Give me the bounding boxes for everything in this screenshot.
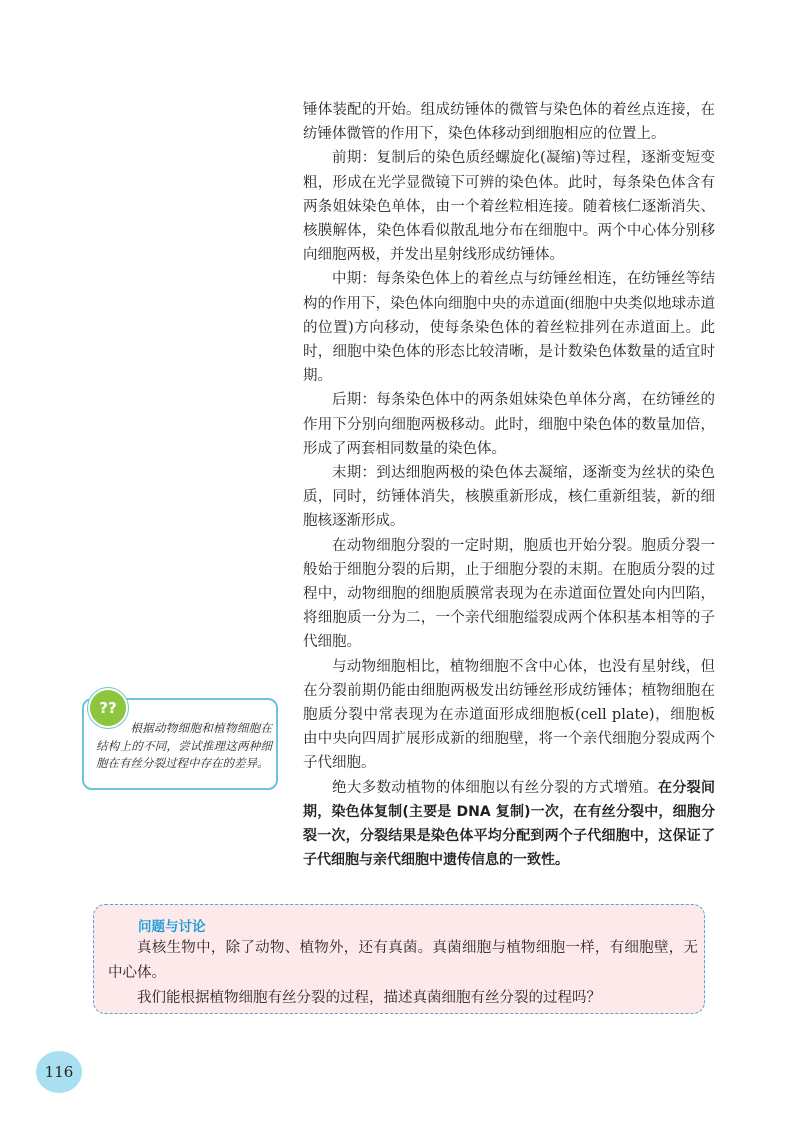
discussion-paragraph-fungi: 真核生物中，除了动物、植物外，还有真菌。真菌细胞与植物细胞一样，有细胞壁，无中心体。 xyxy=(108,940,698,981)
summary-bold-text: 在分裂间期，染色体复制(主要是 DNA 复制)一次，在有丝分裂中，细胞分裂一次，分裂结果是染色体平均分配到两个子代细胞中，这保证了子代细胞与亲代细胞中遗传信息的一致性。 xyxy=(303,779,716,869)
discussion-paragraph-question: 我们能根据植物细胞有丝分裂的过程，描述真菌细胞有丝分裂的过程吗？ xyxy=(137,990,601,1006)
paragraph-animal-cytokinesis: 在动物细胞分裂的一定时期，胞质也开始分裂。胞质分裂一般始于细胞分裂的后期，止于细胞分裂的末期。在胞质分裂的过程中，动物细胞的细胞质膜常表现为在赤道面位置处向内凹陷，将细胞质一分为二，一个亲代细胞缢裂成两个体积基本相等的子代细胞。 xyxy=(303,537,715,651)
paragraph-plant-cell-division: 与动物细胞相比，植物细胞不含中心体，也没有星射线，但在分裂前期仍能由细胞两极发出纺锤丝形成纺锤体；植物细胞在胞质分裂中常表现为在赤道面形成细胞板(cell plate)，细胞板由中央向四周扩展形成新的细胞壁，将一个亲代细胞分裂成两个子代细胞。 xyxy=(303,658,715,772)
paragraph-summary xyxy=(303,776,715,873)
main-text xyxy=(303,98,715,873)
paragraph-metaphase: 中期：每条染色体上的着丝点与纺锤丝相连，在纺锤丝等结构的作用下，染色体向细胞中央的赤道面(细胞中央类似地球赤道的位置)方向移动，使每条染色体的着丝粒排列在赤道面上。此时，细胞中染色体的形态比较清晰，是计数染色体数量的适宜时期。 xyxy=(303,271,715,385)
summary-normal-text: 绝大多数动植物的体细胞以有丝分裂的方式增殖。 xyxy=(332,779,659,796)
question-bubble-icon: ?? xyxy=(88,688,128,728)
sidenote-text xyxy=(96,720,272,773)
paragraph-anaphase: 后期：每条染色体中的两条姐妹染色单体分离，在纺锤丝的作用下分别向细胞两极移动。此时，细胞中染色体的数量加倍，形成了两套相同数量的染色体。 xyxy=(303,392,715,457)
discussion-body xyxy=(108,936,698,1011)
paragraph-telophase: 末期：到达细胞两极的染色体去凝缩，逐渐变为丝状的染色质，同时，纺锤体消失，核膜重新形成，核仁重新组装，新的细胞核逐渐形成。 xyxy=(303,465,715,530)
page-number: 116 xyxy=(36,1051,82,1093)
paragraph-prophase: 前期：复制后的染色质经螺旋化(凝缩)等过程，逐渐变短变粗，形成在光学显微镜下可辨的染色体。此时，每条染色体含有两条姐妹染色单体，由一个着丝粒相连接。随着核仁逐渐消失、核膜解体，染色体看似散乱地分布在细胞中。两个中心体分别移向细胞两极，并发出星射线形成纺锤体。 xyxy=(303,150,715,264)
discussion-title: 问题与讨论 xyxy=(138,919,206,935)
paragraph-spindle-assembly: 锤体装配的开始。组成纺锤体的微管与染色体的着丝点连接，在纺锤体微管的作用下，染色体移动到细胞相应的位置上。 xyxy=(303,102,715,143)
sidenote-question: 根据动物细胞和植物细胞在结构上的不同，尝试推理这两种细胞在有丝分裂过程中存在的差异。 xyxy=(96,721,272,770)
